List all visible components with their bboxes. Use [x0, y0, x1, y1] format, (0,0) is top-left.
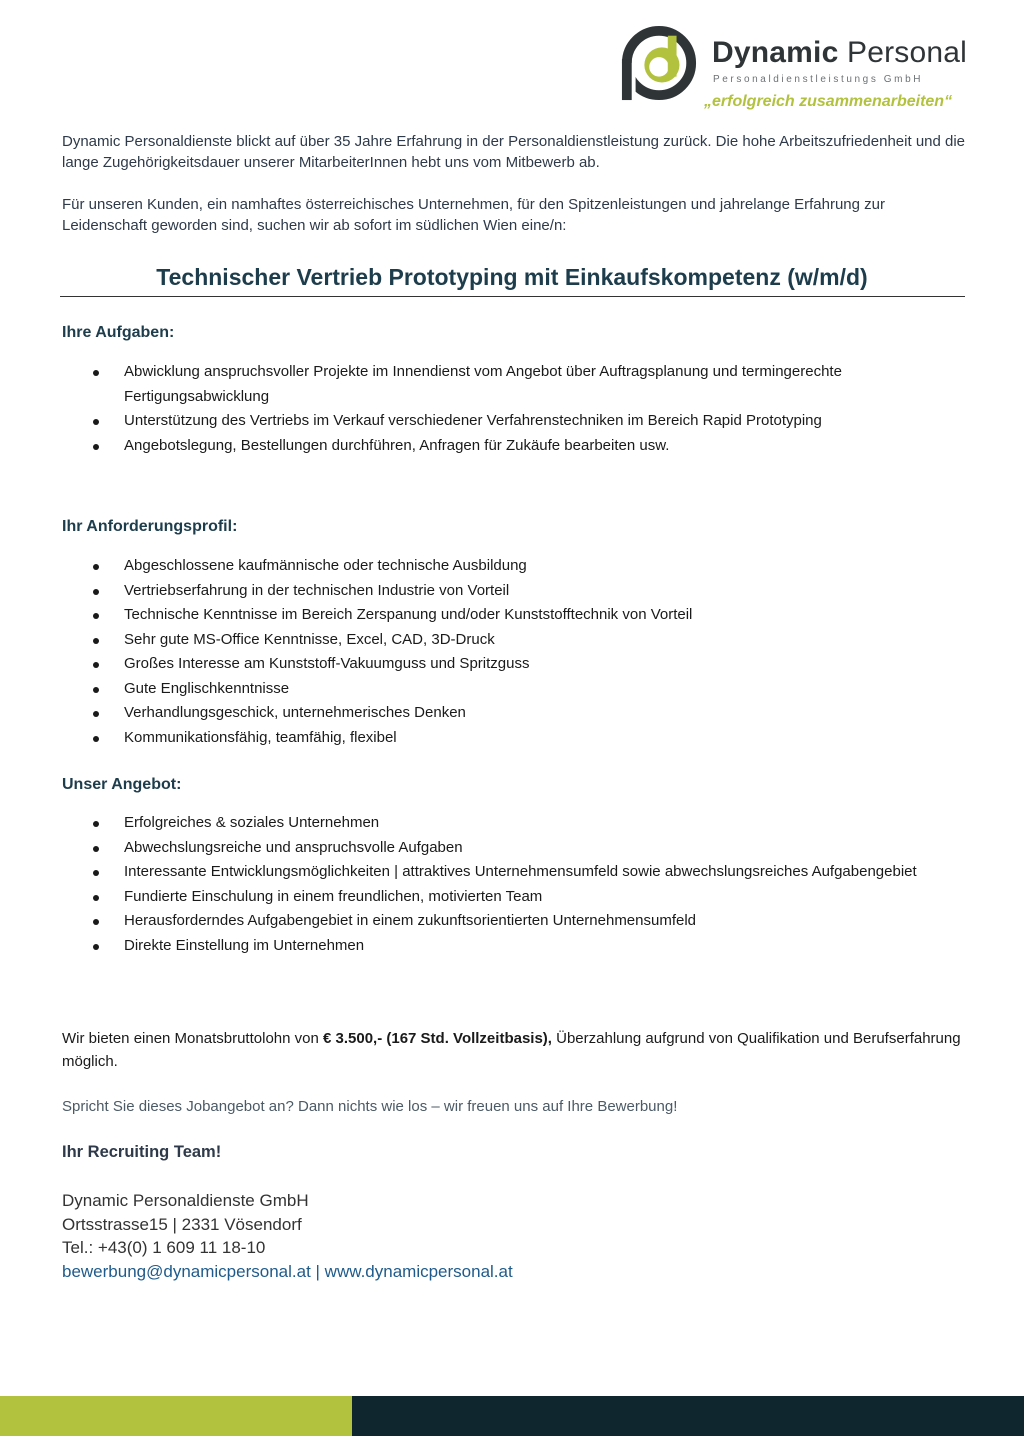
dynamic-personal-logo-icon: [620, 24, 698, 102]
profile-heading: Ihr Anforderungsprofil:: [62, 518, 238, 535]
list-item: Sehr gute MS-Office Kenntnisse, Excel, CAD, 3D-Druck: [62, 628, 942, 653]
list-item: Gute Englischkenntnisse: [62, 677, 942, 702]
tasks-heading: Ihre Aufgaben:: [62, 324, 175, 341]
salary-amount: € 3.500,- (167 Std. Vollzeitbasis),: [322, 1030, 552, 1047]
list-item: Verhandlungsgeschick, unternehmerisches Denken: [62, 701, 942, 726]
email-link[interactable]: bewerbung@dynamicpersonal.at: [62, 1261, 311, 1281]
footer-dark-bar: [352, 1396, 1024, 1436]
offer-heading: Unser Angebot:: [62, 776, 182, 793]
salary-paragraph: Wir bieten einen Monatsbruttolohn von € 3.500,- (167 Std. Vollzeitbasis), Überzahlung aufgrund von Qualifikation und Berufserfahrung möglich.: [62, 1030, 961, 1070]
intro-paragraph-2: Für unseren Kunden, ein namhaftes österreichisches Unternehmen, für den Spitzenleistungen und jahrelange Erfahrung zur Leidenschaft geworden sind, suchen wir ab sofort im südlichen Wien eine/n:: [62, 196, 886, 234]
list-item: Abwechslungsreiche und anspruchsvolle Aufgaben: [62, 836, 942, 861]
company-logo: [620, 24, 990, 104]
list-item: Abgeschlossene kaufmännische oder technische Ausbildung: [62, 554, 942, 579]
tasks-list: [62, 360, 942, 458]
list-item: Technische Kenntnisse im Bereich Zerspanung und/oder Kunststofftechnik von Vorteil: [62, 603, 942, 628]
list-item: Angebotslegung, Bestellungen durchführen, Anfragen für Zukäufe bearbeiten usw.: [62, 434, 942, 459]
list-item: Abwicklung anspruchsvoller Projekte im Innendienst vom Angebot über Auftragsplanung und termingerechte Fertigungsabwicklung: [62, 360, 942, 409]
list-item: Interessante Entwicklungsmöglichkeiten | attraktives Unternehmensumfeld sowie abwechslungsreiches Aufgabengebiet: [62, 860, 942, 885]
company-name: Dynamic Personaldienste GmbH: [62, 1191, 309, 1210]
profile-list: [62, 554, 942, 750]
list-item: Kommunikationsfähig, teamfähig, flexibel: [62, 726, 942, 751]
list-item: Herausforderndes Aufgabengebiet in einem zukunftsorientierten Unternehmensumfeld: [62, 909, 942, 934]
list-item: Direkte Einstellung im Unternehmen: [62, 934, 942, 959]
brand-subtitle: Personaldienstleistungs GmbH: [713, 74, 924, 85]
list-item: Erfolgreiches & soziales Unternehmen: [62, 811, 942, 836]
company-address: Ortsstrasse15 | 2331 Vösendorf: [62, 1214, 302, 1234]
list-item: Großes Interesse am Kunststoff-Vakuumguss und Spritzguss: [62, 652, 942, 677]
call-to-action: Spricht Sie dieses Jobangebot an? Dann nichts wie los – wir freuen uns auf Ihre Bewerbung!: [62, 1098, 678, 1115]
footer-accent-bar: [0, 1396, 352, 1436]
list-item: Vertriebserfahrung in der technischen Industrie von Vorteil: [62, 579, 942, 604]
contact-links: bewerbung@dynamicpersonal.at | www.dynamicpersonal.at: [62, 1261, 513, 1281]
list-item: Fundierte Einschulung in einem freundlichen, motivierten Team: [62, 885, 942, 910]
signature-team: Ihr Recruiting Team!: [62, 1143, 222, 1161]
offer-list: [62, 811, 942, 958]
website-link[interactable]: www.dynamicpersonal.at: [324, 1261, 513, 1281]
job-title: Technischer Vertrieb Prototyping mit Einkaufskompetenz (w/m/d): [156, 264, 868, 290]
contact-block: [62, 1189, 513, 1283]
company-phone: Tel.: +43(0) 1 609 11 18-10: [62, 1238, 266, 1257]
slogan: „erfolgreich zusammenarbeiten“: [704, 93, 953, 110]
title-divider: [60, 296, 965, 297]
list-item: Unterstützung des Vertriebs im Verkauf verschiedener Verfahrenstechniken im Bereich Rapid Prototyping: [62, 409, 942, 434]
intro-paragraph-1: Dynamic Personaldienste blickt auf über 35 Jahre Erfahrung in der Personaldienstleistung zurück. Die hohe Arbeitszufriedenheit und die lange Zugehörigkeitsdauer unserer MitarbeiterInnen hebt uns vom Mitbewerb ab.: [62, 133, 966, 171]
brand-name: Dynamic Personal: [712, 36, 968, 69]
